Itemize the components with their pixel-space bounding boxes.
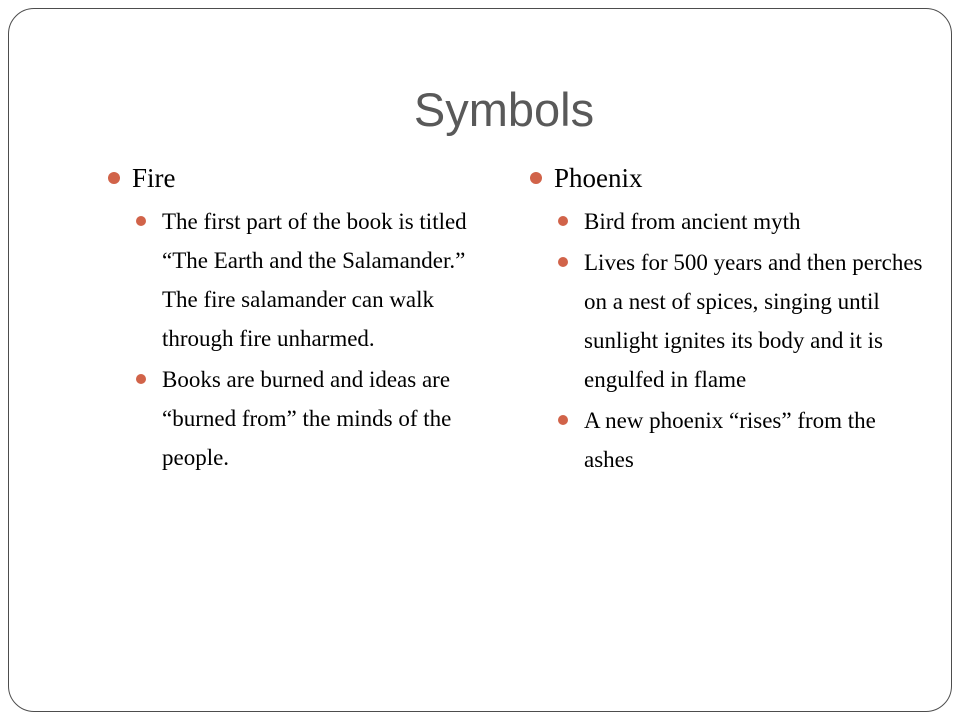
slide-title: Symbols bbox=[413, 83, 595, 136]
sub-bullet bbox=[134, 360, 494, 477]
bullet-dot-icon bbox=[108, 172, 120, 184]
left-column bbox=[104, 160, 494, 479]
heading-phoenix: Phoenix bbox=[554, 163, 643, 193]
sub-bullet bbox=[556, 202, 926, 241]
bullet-dot-icon bbox=[558, 216, 568, 226]
sub-bullet-text: Books are burned and ideas are “burned from” the minds of the people. bbox=[162, 367, 452, 470]
sub-bullet bbox=[134, 202, 494, 358]
heading-fire: Fire bbox=[132, 163, 176, 193]
bullet-dot-icon bbox=[530, 172, 542, 184]
sub-bullet-text: A new phoenix “rises” from the ashes bbox=[584, 408, 876, 472]
bullet-dot-icon bbox=[136, 216, 146, 226]
bullet-phoenix bbox=[526, 160, 926, 196]
bullet-dot-icon bbox=[558, 415, 568, 425]
sub-bullet bbox=[556, 401, 926, 479]
sub-bullet-text: The first part of the book is titled “The Earth and the Salamander.” The fire salamander can walk through fire unharmed. bbox=[162, 209, 467, 351]
bullet-dot-icon bbox=[136, 374, 146, 384]
bullet-dot-icon bbox=[558, 257, 568, 267]
right-column bbox=[526, 160, 926, 481]
sub-bullet-text: Bird from ancient myth bbox=[584, 209, 801, 234]
sub-bullet-text: Lives for 500 years and then perches on a nest of spices, singing until sunlight ignites its body and it is engulfed in flame bbox=[584, 250, 923, 392]
bullet-fire bbox=[104, 160, 494, 196]
sub-bullet bbox=[556, 243, 926, 399]
